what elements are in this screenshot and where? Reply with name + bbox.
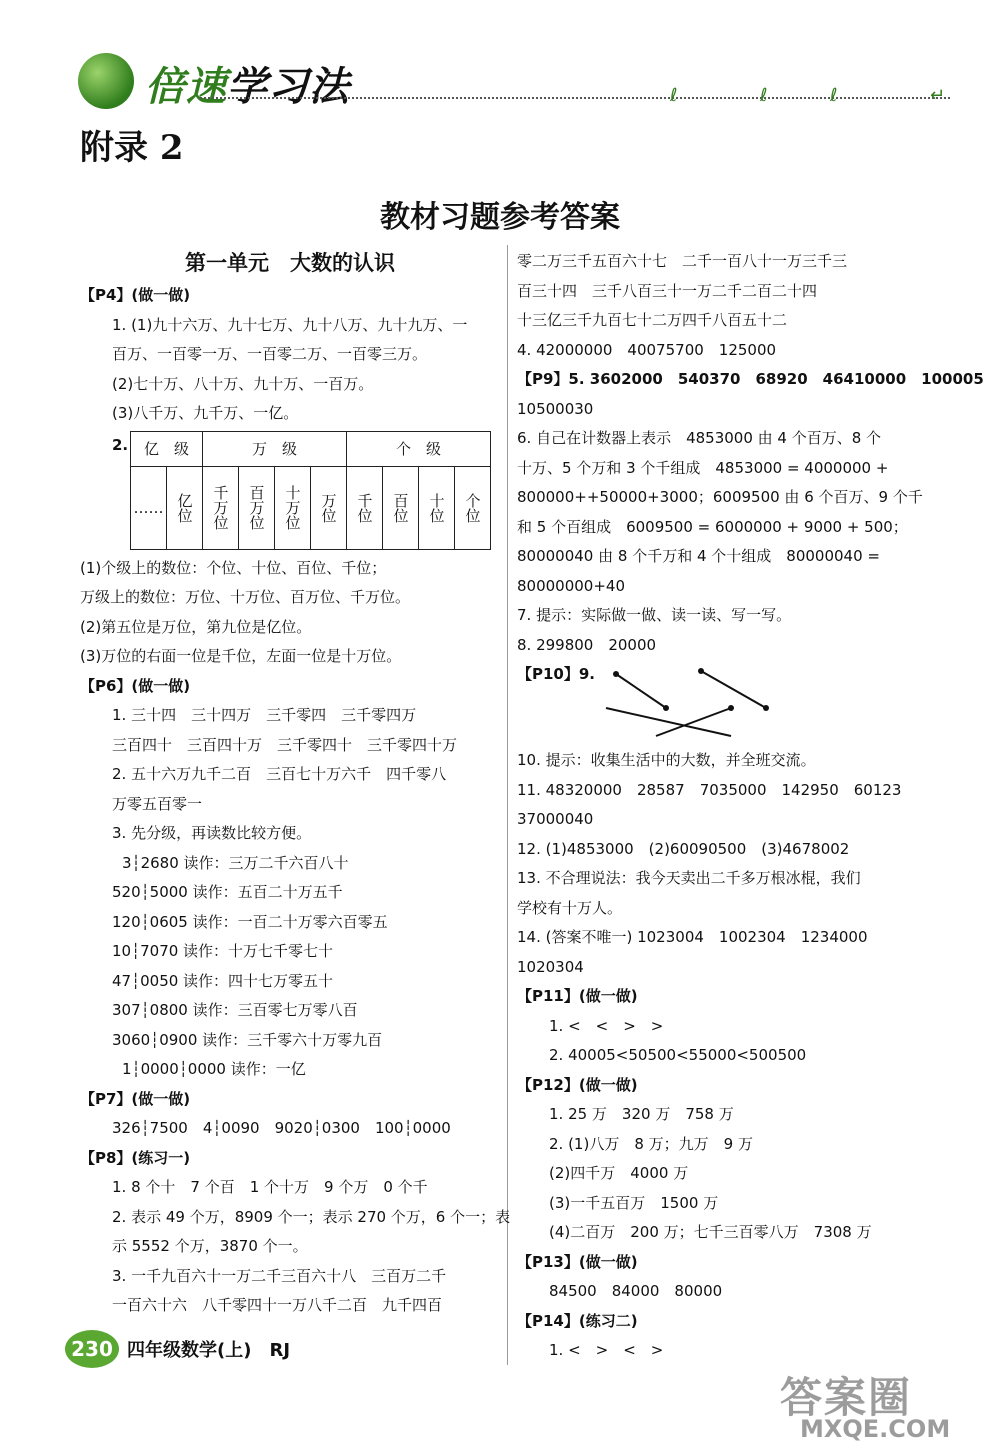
section-tag: 【P12】(做一做) xyxy=(517,1075,638,1094)
group-wan: 万 级 xyxy=(203,431,347,466)
answer-line: 10┆7070 读作：十万七千零七十 xyxy=(112,942,334,960)
place-cell: 百万位 xyxy=(239,466,275,549)
brand-title-a: 倍速 xyxy=(145,64,227,110)
arrow-icon: ↵ xyxy=(930,85,946,106)
brand-title-b: 学习法 xyxy=(227,64,350,110)
group-ge: 个 级 xyxy=(347,431,491,466)
answer-line: 80000040 由 8 个千万和 4 个十组成 80000040 = xyxy=(517,547,880,565)
answer-line: 1. < > < > xyxy=(549,1341,664,1359)
section-tag: 【P9】5. 3602000 540370 68920 46410000 100005 xyxy=(517,370,984,388)
answer-line: 10500030 xyxy=(517,399,594,418)
matching-block xyxy=(517,660,947,746)
answer-line: 3060┆0900 读作：三千零六十万零九百 xyxy=(112,1030,383,1049)
brand-logo-icon xyxy=(78,53,134,109)
answer-line: (4)二百万 200 万；七千三百零八万 7308 万 xyxy=(549,1223,872,1241)
answer-line: (2)第五位是万位，第九位是亿位。 xyxy=(80,617,312,636)
answer-line: 326┆7500 4┆0090 9020┆0300 100┆0000 xyxy=(112,1119,451,1137)
swirl-icon: ℓ xyxy=(670,85,678,106)
answer-line: 万零五百零一 xyxy=(112,794,203,813)
section-tag: 【P7】(做一做) xyxy=(80,1089,191,1108)
section-tag: 【P14】(练习二) xyxy=(517,1311,638,1330)
answer-line: (3)一千五百万 1500 万 xyxy=(549,1193,719,1212)
table-number: 2. xyxy=(112,435,129,454)
answer-line: 2. 40005<50500<55000<500500 xyxy=(549,1046,807,1064)
answer-line: 学校有十万人。 xyxy=(517,898,623,917)
answer-line: 4. 42000000 40075700 125000 xyxy=(517,340,777,359)
answer-line: 3┆2680 读作：三万二千六百八十 xyxy=(122,853,349,872)
p10-label: 【P10】9. xyxy=(517,665,596,683)
answer-line: 1. < < > > xyxy=(549,1016,664,1035)
answer-line: 47┆0050 读作：四十七万零五十 xyxy=(112,971,334,990)
answer-line: 百万、一百零一万、一百零二万、一百零三万。 xyxy=(112,345,428,363)
answer-line: 2. 表示 49 个万，8909 个一；表示 270 个万，6 个一；表 xyxy=(112,1207,511,1226)
group-yi: 亿 级 xyxy=(131,431,203,466)
place-cell: 万位 xyxy=(311,466,347,549)
right-column xyxy=(517,247,984,1366)
unit-title: 第一单元 大数的认识 xyxy=(185,251,395,275)
answer-line: 6. 自己在计数器上表示 4853000 由 4 个百万、8 个 xyxy=(517,429,882,447)
answer-line: 示 5552 个万，3870 个一。 xyxy=(112,1237,308,1255)
answer-line: 7. 提示：实际做一做、读一读、写一写。 xyxy=(517,606,792,624)
answer-line: (1)个级上的数位：个位、十位、百位、千位； xyxy=(80,558,387,577)
place-cell: 十万位 xyxy=(275,466,311,549)
answer-line: 1020304 xyxy=(517,957,584,976)
answer-line: 和 5 个百组成 6009500 = 6000000 + 9000 + 500； xyxy=(517,517,908,536)
answer-line: 80000000+40 xyxy=(517,576,626,595)
answer-line: 1. 三十四 三十四万 三千零四 三千零四万 xyxy=(112,706,417,724)
match-dot xyxy=(728,705,734,711)
answer-line: 120┆0605 读作：一百二十万零六百零五 xyxy=(112,912,388,931)
page-number: 230 xyxy=(65,1330,119,1368)
answer-line: 84500 84000 80000 xyxy=(549,1282,723,1300)
grade-label: 四年级数学(上) RJ xyxy=(127,1340,291,1361)
answer-line: 十三亿三千九百七十二万四千八百五十二 xyxy=(517,311,788,329)
answer-line: (3)八千万、九千万、一亿。 xyxy=(112,404,299,422)
appendix-heading: 附录 2 xyxy=(80,128,184,168)
header-dotted-line xyxy=(200,97,950,99)
answer-line: 11. 48320000 28587 7035000 142950 60123 xyxy=(517,780,902,799)
section-tag: 【P13】(做一做) xyxy=(517,1252,638,1271)
answer-line: 1. 25 万 320 万 758 万 xyxy=(549,1105,734,1123)
answer-line: 37000040 xyxy=(517,810,594,828)
place-value-table-block xyxy=(80,431,500,550)
place-cell: 千万位 xyxy=(203,466,239,549)
answer-line: 1. 8 个十 7 个百 1 个十万 9 个万 0 个千 xyxy=(112,1178,428,1196)
section-tag: 【P8】(练习一) xyxy=(80,1148,191,1167)
answer-line: 3. 一千九百六十一万二千三百六十八 三百万二千 xyxy=(112,1266,447,1285)
place-cell: 个位 xyxy=(455,466,491,549)
place-cell: 十位 xyxy=(419,466,455,549)
place-cell: 亿位 xyxy=(167,466,203,549)
answer-line: 十万、5 个万和 3 个千组成 4853000 = 4000000 + xyxy=(517,458,889,477)
match-dot xyxy=(763,705,769,711)
answer-line: (2)七十万、八十万、九十万、一百万。 xyxy=(112,374,374,393)
answer-line: (2)四千万 4000 万 xyxy=(549,1164,689,1182)
section-tag: 【P6】(做一做) xyxy=(80,676,191,695)
answer-line: 1┆0000┆0000 读作：一亿 xyxy=(122,1060,306,1078)
matching-lines xyxy=(601,666,801,746)
match-dot xyxy=(663,705,669,711)
match-line xyxy=(701,671,766,708)
answer-line: 800000++50000+3000；6009500 由 6 个百万、9 个千 xyxy=(517,488,923,506)
match-line xyxy=(616,674,666,708)
answer-line: 8. 299800 20000 xyxy=(517,635,657,654)
brand-title xyxy=(145,55,350,112)
answer-line: 零二万三千五百六十七 二千一百八十一万三千三 xyxy=(517,252,848,270)
answer-line: 12. (1)4853000 (2)60090500 (3)4678002 xyxy=(517,839,850,858)
answer-line: 2. 五十六万九千二百 三百七十万六千 四千零八 xyxy=(112,765,447,783)
answer-line: 一百六十六 八千零四十一万八千二百 九千四百 xyxy=(112,1296,443,1314)
answer-line: 三百四十 三百四十万 三千零四十 三千零四十万 xyxy=(112,735,458,754)
watermark-url: MXQE.COM xyxy=(800,1415,951,1443)
answer-line: 2. (1)八万 8 万；九万 9 万 xyxy=(549,1134,753,1153)
answer-line: 14. (答案不唯一) 1023004 1002304 1234000 xyxy=(517,928,868,946)
answer-line: 百三十四 三千八百三十一万二千二百二十四 xyxy=(517,281,818,300)
match-dot xyxy=(698,668,704,674)
swirl-icon: ℓ xyxy=(830,85,838,106)
table-ellipsis: …… xyxy=(131,466,167,549)
section-tag: 【P11】(做一做) xyxy=(517,987,638,1005)
watermark-logo: 答案圈 xyxy=(780,1373,913,1422)
answer-line: (3)万位的右面一位是千位，左面一位是十万位。 xyxy=(80,647,402,665)
left-column xyxy=(80,247,511,1321)
answer-line: 307┆0800 读作：三百零七万零八百 xyxy=(112,1001,358,1019)
swirl-icon: ℓ xyxy=(760,85,768,106)
place-cell: 百位 xyxy=(383,466,419,549)
match-dot xyxy=(613,671,619,677)
answer-line: 3. 先分级，再读数比较方便。 xyxy=(112,824,312,842)
place-value-table xyxy=(130,431,491,550)
answer-line: 万级上的数位：万位、十万位、百万位、千万位。 xyxy=(80,588,411,606)
answer-line: 520┆5000 读作：五百二十万五千 xyxy=(112,883,343,901)
section-tag: 【P4】(做一做) xyxy=(80,286,191,304)
page-header xyxy=(70,45,950,120)
answer-line: 1. (1)九十六万、九十七万、九十八万、九十九万、一 xyxy=(112,315,468,334)
page-title: 教材习题参考答案 xyxy=(380,200,620,235)
place-cell: 千位 xyxy=(347,466,383,549)
answer-line: 10. 提示：收集生活中的大数，并全班交流。 xyxy=(517,751,816,769)
column-divider xyxy=(507,245,508,1365)
answer-line: 13. 不合理说法：我今天卖出二千多万根冰棍，我们 xyxy=(517,869,861,887)
page-footer xyxy=(65,1330,365,1380)
